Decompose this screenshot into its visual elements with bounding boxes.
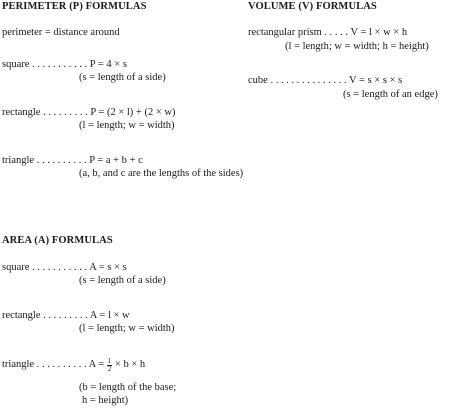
area-triangle-note-2: h = height) <box>82 395 129 406</box>
area-triangle-formula <box>2 358 145 373</box>
area-heading: AREA (A) FORMULAS <box>2 235 113 246</box>
perimeter-rectangle-formula: rectangle . . . . . . . . . P = (2 × l) + (2 × w) <box>2 107 176 118</box>
volume-cube-note: (s = length of an edge) <box>343 89 438 100</box>
volume-heading: VOLUME (V) FORMULAS <box>248 1 377 12</box>
area-rectangle-note: (l = length; w = width) <box>79 323 175 334</box>
volume-prism-note: (l = length; w = width; h = height) <box>285 41 429 52</box>
area-square-formula: square . . . . . . . . . . . A = s × s <box>2 262 127 273</box>
perimeter-definition: perimeter = distance around <box>2 27 120 38</box>
perimeter-square-note: (s = length of a side) <box>79 72 166 83</box>
area-triangle-suffix: × b × h <box>114 359 146 370</box>
perimeter-triangle-note: (a, b, and c are the lengths of the sides) <box>79 168 244 179</box>
area-square-note: (s = length of a side) <box>79 275 166 286</box>
perimeter-heading: PERIMETER (P) FORMULAS <box>2 1 147 12</box>
area-rectangle-formula: rectangle . . . . . . . . . A = l × w <box>2 310 130 321</box>
perimeter-rectangle-note: (l = length; w = width) <box>79 120 175 131</box>
volume-cube-formula: cube . . . . . . . . . . . . . . . V = s × s × s <box>248 75 403 86</box>
perimeter-square-formula: square . . . . . . . . . . . P = 4 × s <box>2 59 127 70</box>
perimeter-triangle-formula: triangle . . . . . . . . . . P = a + b + c <box>2 155 143 166</box>
one-half-fraction <box>107 358 113 373</box>
volume-prism-formula: rectangular prism . . . . . V = l × w × h <box>248 27 408 38</box>
area-triangle-note-1: (b = length of the base; <box>79 382 177 393</box>
fraction-denominator: 2 <box>107 365 112 373</box>
area-triangle-prefix: triangle . . . . . . . . . . A = <box>2 359 105 370</box>
fraction-numerator: 1 <box>107 357 112 365</box>
